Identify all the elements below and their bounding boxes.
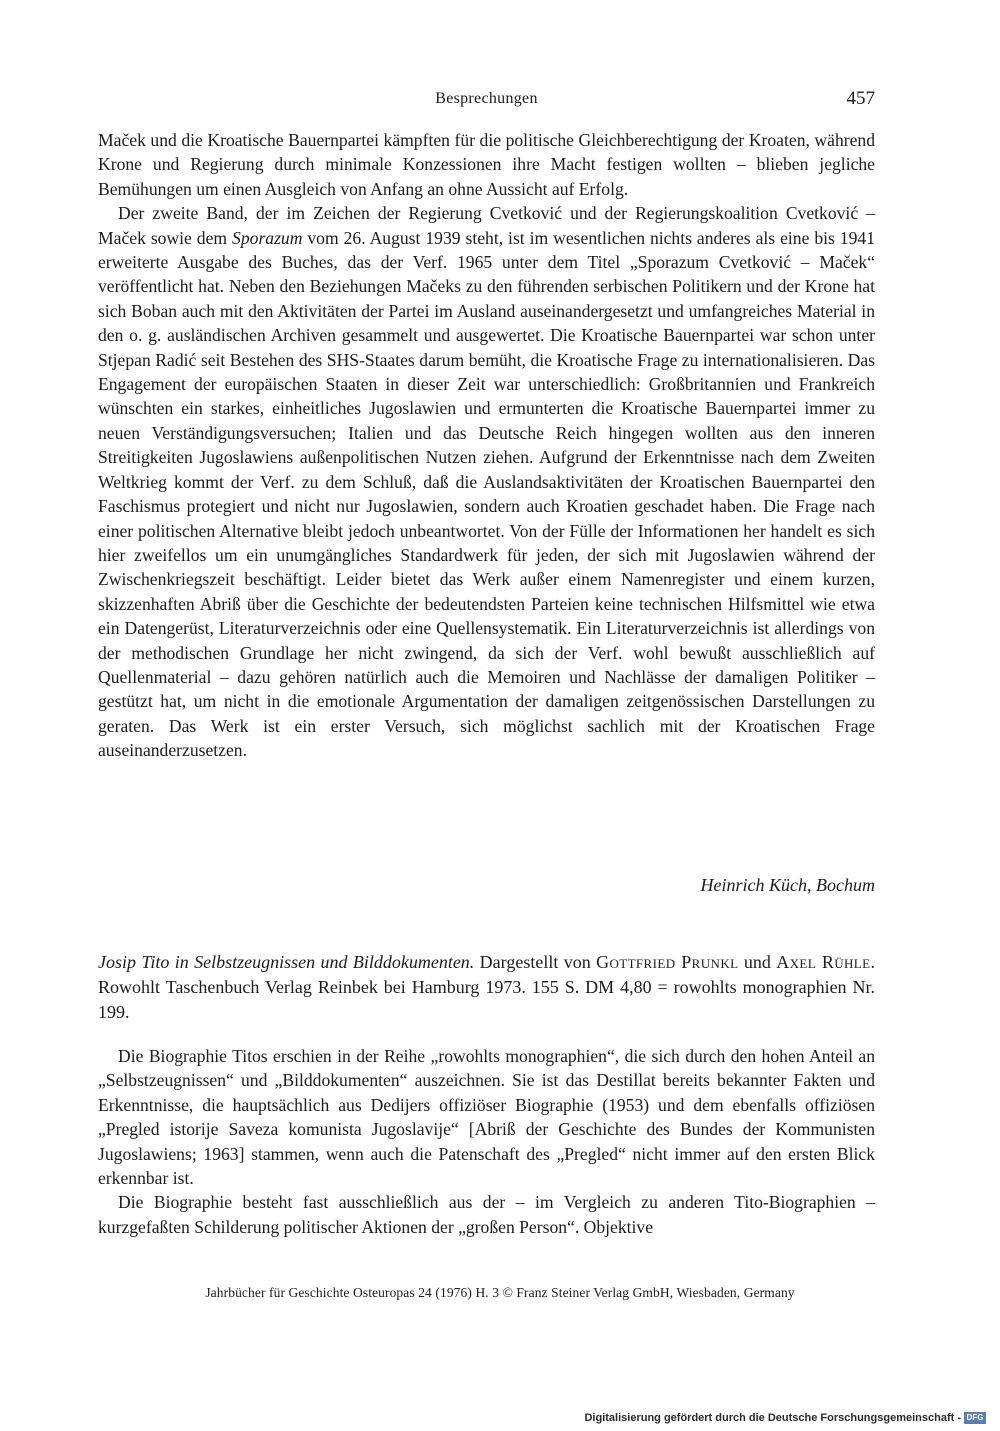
- dfg-funding-note: [584, 1412, 986, 1424]
- dfg-note-text: Digitalisierung gefördert durch die Deutsche Forschungsgemeinschaft -: [584, 1412, 961, 1424]
- author-name: Axel Rühle: [776, 952, 871, 972]
- review-2-paragraph-2: Die Biographie besteht fast ausschließlich aus der – im Vergleich zu anderen Tito-Biographien – kurzgefaßten Schilderung politischer Aktionen der „großen Person“. Objektive: [98, 1192, 875, 1237]
- paragraph-text: vom 26. August 1939 steht, ist im wesentlichen nichts anderes als eine bis 1941 erweiterte Ausgabe des Buches, das der Verf. 1965 unter dem Titel „Sporazum Cvetković – Maček“ veröffentlicht hat. Neben den Beziehungen Mačeks zu den führenden serbischen Politikern und der Krone hat sich Boban auch mit den Aktivitäten der Partei im Ausland auseinandergesetzt und umfangreiches Material in den o. g. ausländischen Archiven gesammelt und ausgewertet. Die Kroatische Bauernpartei war schon unter Stjepan Radić seit Bestehen des SHS-Staates darum bemüht, die Kroatische Frage zu internationalisieren. Das Engagement der europäischen Staaten in dieser Zeit war unterschiedlich: Großbritannien und Frankreich wünschten ein starkes, einheitliches Jugoslawien und ermunterten die Kroatische Bauernpartei immer zu neuen Verständigungsversuchen; Italien und das Deutsche Reich hingegen wollten aus den inneren Streitigkeiten Jugoslawiens außenpolitischen Nutzen ziehen. Aufgrund der Erkenntnisse nach dem Zweiten Weltkrieg kommt der Verf. zu dem Schluß, daß die Auslandsaktivitäten der Kroatischen Bauernpartei den Faschismus protegiert und nicht nur Jugoslawien, sondern auch Kroatien geschadet haben. Die Frage nach einer politischen Alternative bleibt jedoch unbeantwortet. Von der Fülle der Informationen her handelt es sich hier zweifellos um ein unumgängliches Standardwerk für jeden, der sich mit Jugoslawien während der Zwischenkriegszeit beschäftigt. Leider bietet das Werk außer einem Namenregister und einem kurzen, skizzenhaften Abriß über die Geschichte der bedeutendsten Parteien keine technischen Hilfsmittel wie etwa ein Datengerüst, Literaturverzeichnis oder eine Quellensystematik. Ein Literaturverzeichnis ist allerdings von der methodischen Grundlage her nicht zwingend, da sich der Verf. wohl bewußt ausschließlich auf Quellenmaterial – dazu gehören natürlich auch die Memoiren und Nachlässe der damaligen Politiker – gestützt hat, um nicht in die emotionale Argumentation der damaligen zeitgenössischen Darstellungen zu geraten. Das Werk ist ein erster Versuch, sich möglichst sachlich mit der Kroatischen Frage auseinanderzusetzen.: [98, 227, 875, 761]
- citation-text: Dargestellt von: [474, 952, 597, 972]
- review-1-paragraph-1: Maček und die Kroatische Bauernpartei kämpften für die politische Gleichberechtigung der Kroaten, während Krone und Regierung durch minimale Konzessionen ihre Macht festigen wollten – blieben jegliche Bemühungen um einen Ausgleich von Anfang an ohne Aussicht auf Erfolg.: [98, 130, 875, 199]
- review-2-citation: [98, 950, 875, 1025]
- running-title: Besprechungen: [435, 90, 538, 107]
- emphasis-sporazum: Sporazum: [232, 227, 303, 248]
- citation-text: und: [738, 952, 777, 972]
- page-number: 457: [846, 88, 875, 109]
- dfg-logo-icon: DFG: [964, 1412, 986, 1424]
- book-title: Josip Tito in Selbstzeugnissen und Bilddokumenten.: [98, 952, 475, 972]
- review-1-paragraph-2: [98, 201, 875, 762]
- review-2-paragraph-1: Die Biographie Titos erschien in der Reihe „rowohlts monographien“, die sich durch den hohen Anteil an „Selbstzeugnissen“ und „Bilddokumenten“ auszeichnen. Sie ist das Destillat bereits bekannter Fakten und Erkenntnisse, die hauptsächlich aus Dedijers offiziöser Biographie (1953) und dem ebenfalls offiziösen „Pregled istorije Saveza komunista Jugoslavije“ [Abriß der Geschichte des Bundes der Kommunisten Jugoslawiens; 1963] stammen, wenn auch die Patenschaft des „Pregled“ nicht immer auf den ersten Blick erkennbar ist.: [98, 1046, 875, 1189]
- review-1-body: [98, 128, 875, 763]
- journal-imprint: Jahrbücher für Geschichte Osteuropas 24 (1976) H. 3 © Franz Steiner Verlag GmbH, Wiesbaden, Germany: [205, 1285, 795, 1300]
- citation-text: . Rowohlt Taschenbuch Verlag Reinbek bei Hamburg 1973. 155 S. DM 4,80 = rowohlts monographien Nr. 199.: [98, 952, 875, 1022]
- reviewer-signature: Heinrich Küch, Bochum: [700, 875, 875, 895]
- review-2-body: [98, 1044, 875, 1239]
- author-name: Gottfried Prunkl: [596, 952, 739, 972]
- paragraph-text: Der zweite Band, der im Zeichen der Regierung Cvetković und der Regierungskoalition Cvetković – Maček sowie dem: [98, 203, 875, 248]
- page-header: [98, 88, 875, 114]
